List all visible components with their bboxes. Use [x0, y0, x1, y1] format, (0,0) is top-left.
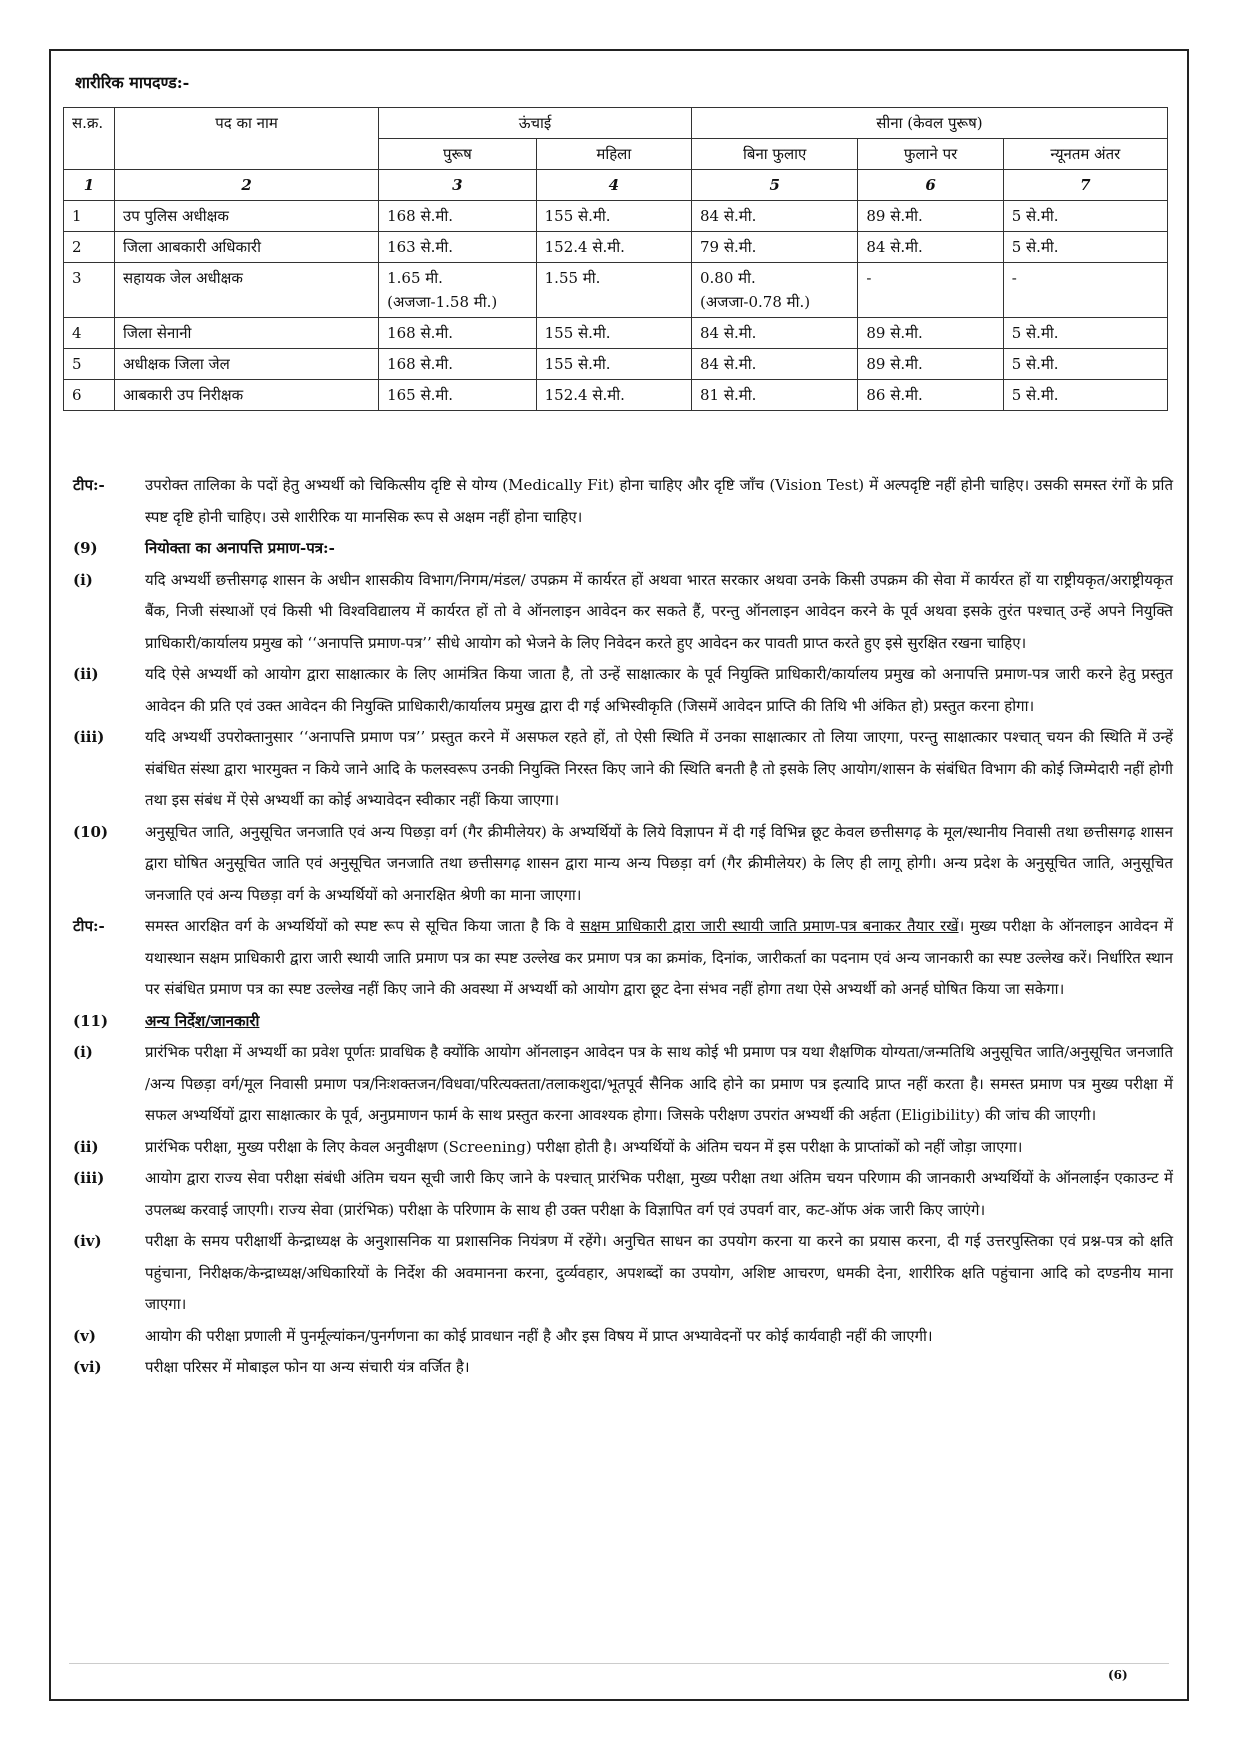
footer-divider: [69, 1663, 1169, 1664]
para-11-iii: [73, 1163, 1173, 1226]
cell: 4: [64, 318, 115, 349]
para-label: (iv): [73, 1232, 102, 1250]
header-height: ऊंचाई: [379, 108, 692, 139]
col-num: 2: [115, 170, 379, 201]
cell: 5 से.मी.: [1003, 318, 1167, 349]
para-label: (vi): [73, 1358, 102, 1376]
para-text: [145, 911, 1173, 1006]
cell: 165 से.मी.: [379, 380, 537, 411]
cell: 2: [64, 232, 115, 263]
para-9-i: [73, 565, 1173, 660]
para-9-iii: [73, 722, 1173, 817]
document-body: [73, 470, 1173, 1384]
col-num: 4: [536, 170, 691, 201]
cell: 86 से.मी.: [858, 380, 1003, 411]
table-row: [64, 232, 1168, 263]
table-row: [64, 349, 1168, 380]
para-9-ii: [73, 659, 1173, 722]
para-text: यदि अभ्यर्थी छत्तीसगढ़ शासन के अधीन शासकीय विभाग/निगम/मंडल/ उपक्रम में कार्यरत हों अथवा भारत सरकार अथवा उनके किसी उपक्रम की सेवा में कार्यरत हों या राष्ट्रीयकृत/अराष्ट्रीयकृत बैंक, निजी संस्थाओं एवं किसी भी विश्वविद्यालय में कार्यरत हों तो वे ऑनलाइन आवेदन कर सकते हैं, परन्तु ऑनलाइन आवेदन करने के पूर्व अथवा इसके तुरंत पश्चात् उन्हें अपने नियुक्ति प्राधिकारी/कार्यालय प्रमुख को ‘‘अनापत्ति प्रमाण-पत्र’’ सीधे आयोग को भेजने के लिए निवेदन करते हुए आवेदन कर पावती प्राप्त करते हुए इसे सुरक्षित रखना चाहिए।: [145, 570, 1173, 652]
para-label: टीप:-: [73, 476, 105, 494]
col-num: 1: [64, 170, 115, 201]
header-min-diff: न्यूनतम अंतर: [1003, 139, 1167, 170]
physical-standards-table: [63, 107, 1168, 411]
cell: 5: [64, 349, 115, 380]
para-text: प्रारंभिक परीक्षा में अभ्यर्थी का प्रवेश पूर्णतः प्रावधिक है क्योंकि आयोग ऑनलाइन आवेदन पत्र के साथ कोई भी प्रमाण पत्र यथा शैक्षणिक योग्यता/जन्मतिथि अनुसूचित जाति/अनुसूचित जनजाति /अन्य पिछड़ा वर्ग/मूल निवासी प्रमाण पत्र/निःशक्तजन/विधवा/परित्यक्तता/तलाकशुदा/भूतपूर्व सैनिक आदि होने का प्रमाण पत्र इत्यादि प्राप्त नहीं करता है। समस्त प्रमाण पत्र मुख्य परीक्षा में सफल अभ्यर्थियों द्वारा साक्षात्कार के पूर्व, अनुप्रमाणन फार्म के साथ प्रस्तुत करना आवश्यक होगा। जिसके परीक्षण उपरांत अभ्यर्थी की अर्हता (Eligibility) की जांच की जाएगी।: [145, 1043, 1173, 1124]
para-label: (i): [73, 570, 93, 589]
cell: 155 से.मी.: [536, 349, 691, 380]
para-text: परीक्षा परिसर में मोबाइल फोन या अन्य संचारी यंत्र वर्जित है।: [145, 1358, 470, 1376]
table-row: [64, 263, 1168, 318]
para-text: परीक्षा के समय परीक्षार्थी केन्द्राध्यक्ष के अनुशासनिक या प्रशासनिक नियंत्रण में रहेंगे। अनुचित साधन का उपयोग करना या करने का प्रयास करना, दी गई उत्तरपुस्तिका एवं प्रश्न-पत्र को क्षति पहुंचाना, निरीक्षक/केन्द्राध्यक्ष/अधिकारियों के निर्देश की अवमानना करना, दुर्व्यवहार, अपशब्दों का उपयोग, अशिष्ट आचरण, धमकी देना, शारीरिक क्षति पहुंचाना आदि को दण्डनीय माना जाएगा।: [145, 1232, 1173, 1313]
cell: 168 से.मी.: [379, 349, 537, 380]
cell: [379, 263, 537, 318]
page-number: (6): [1108, 1668, 1128, 1682]
table-row: [64, 318, 1168, 349]
header-chest: सीना (केवल पुरूष): [691, 108, 1167, 139]
para-label: (iii): [73, 1169, 105, 1187]
para-label: (v): [73, 1326, 96, 1345]
cell: 84 से.मी.: [691, 201, 857, 232]
header-sr: स.क्र.: [64, 108, 115, 170]
para-text: यदि अभ्यर्थी उपरोक्तानुसार ‘‘अनापत्ति प्रमाण पत्र’’ प्रस्तुत करने में असफल रहते हों, तो ऐसी स्थिति में उनका साक्षात्कार तो लिया जाएगा, परन्तु साक्षात्कार पश्चात् चयन की स्थिति में उन्हें संबंधित संस्था द्वारा भारमुक्त न किये जाने आदि के फलस्वरूप उनकी नियुक्ति निरस्त किए जाने की स्थिति बनती है तो इसके लिए आयोग/शासन के संबंधित विभाग की कोई जिम्मेदारी नहीं होगी तथा इस संबंध में ऐसे अभ्यर्थी का कोई अभ्यावेदन स्वीकार नहीं किया जाएगा।: [145, 728, 1173, 809]
para-11-ii: [73, 1132, 1173, 1164]
para-11-i: [73, 1037, 1173, 1132]
para-label: (9): [73, 539, 98, 557]
para-11-v: [73, 1321, 1173, 1353]
cell: जिला सेनानी: [115, 318, 379, 349]
cell-value: 1.65 मी.: [387, 269, 443, 287]
column-number-row: [64, 170, 1168, 201]
underlined-text: सक्षम प्राधिकारी द्वारा जारी स्थायी जाति प्रमाण-पत्र बनाकर तैयार रखें: [580, 917, 959, 935]
cell: -: [1003, 263, 1167, 318]
cell: 5 से.मी.: [1003, 201, 1167, 232]
col-num: 7: [1003, 170, 1167, 201]
note-medical: [73, 470, 1173, 533]
cell: [691, 263, 857, 318]
para-label: (11): [73, 1011, 109, 1030]
table-row: [64, 380, 1168, 411]
cell: 3: [64, 263, 115, 318]
cell: 152.4 से.मी.: [536, 380, 691, 411]
cell: -: [858, 263, 1003, 318]
cell: 6: [64, 380, 115, 411]
para-10: [73, 817, 1173, 912]
para-label: (i): [73, 1043, 93, 1061]
section-11-heading: [73, 1006, 1173, 1038]
para-label: (ii): [73, 665, 99, 683]
cell: आबकारी उप निरीक्षक: [115, 380, 379, 411]
para-label: (iii): [73, 728, 105, 746]
cell: 5 से.मी.: [1003, 232, 1167, 263]
cell: 89 से.मी.: [858, 201, 1003, 232]
table-row: [64, 201, 1168, 232]
header-post: पद का नाम: [115, 108, 379, 170]
para-text: प्रारंभिक परीक्षा, मुख्य परीक्षा के लिए केवल अनुवीक्षण (Screening) परीक्षा होती है। अभ्यर्थियों के अंतिम चयन में इस परीक्षा के प्राप्तांकों को नहीं जोड़ा जाएगा।: [145, 1137, 1023, 1156]
para-text: आयोग द्वारा राज्य सेवा परीक्षा संबंधी अंतिम चयन सूची जारी किए जाने के पश्चात् प्रारंभिक परीक्षा, मुख्य परीक्षा तथा अंतिम चयन परिणाम की जानकारी अभ्यर्थियों के ऑनलाईन एकाउन्ट में उपलब्ध करवाई जाएगी। राज्य सेवा (प्रारंभिक) परीक्षा के परिणाम के साथ ही उक्त परीक्षा के विज्ञापित वर्ग एवं उपवर्ग वार, कट-ऑफ अंक जारी किए जाएंगे।: [145, 1169, 1173, 1219]
para-text: आयोग की परीक्षा प्रणाली में पुनर्मूल्यांकन/पुनर्गणना का कोई प्रावधान नहीं है और इस विषय में प्राप्त अभ्यावेदनों पर कोई कार्यवाही नहीं की जाएगी।: [145, 1326, 933, 1345]
cell: जिला आबकारी अधिकारी: [115, 232, 379, 263]
cell: सहायक जेल अधीक्षक: [115, 263, 379, 318]
section-9-heading: [73, 533, 1173, 565]
cell: 155 से.मी.: [536, 318, 691, 349]
cell: 168 से.मी.: [379, 201, 537, 232]
note-caste-certificate: [73, 911, 1173, 1006]
para-text: अनुसूचित जाति, अनुसूचित जनजाति एवं अन्य पिछड़ा वर्ग (गैर क्रीमीलेयर) के अभ्यर्थियों के लिये विज्ञापन में दी गई विभिन्न छूट केवल छत्तीसगढ़ के मूल/स्थानीय निवासी तथा छत्तीसगढ़ शासन द्वारा घोषित अनुसूचित जाति एवं अनुसूचित जनजाति तथा छत्तीसगढ़ शासन द्वारा मान्य अन्य पिछड़ा वर्ग (गैर क्रीमीलेयर) के लिए ही लागू होगी। अन्य प्रदेश के अनुसूचित जाति, अनुसूचित जनजाति एवं अन्य पिछड़ा वर्ग के अभ्यर्थियों को अनारक्षित श्रेणी का माना जाएगा।: [145, 822, 1173, 904]
para-label: (ii): [73, 1137, 99, 1156]
cell-subvalue: (अजजा-0.78 मी.): [699, 293, 811, 311]
section-heading: शारीरिक मापदण्ड:-: [75, 73, 190, 92]
para-text-part: समस्त आरक्षित वर्ग के अभ्यर्थियों को स्पष्ट रूप से सूचित किया जाता है कि वे: [145, 917, 581, 935]
cell: 5 से.मी.: [1003, 349, 1167, 380]
cell: 168 से.मी.: [379, 318, 537, 349]
para-text: यदि ऐसे अभ्यर्थी को आयोग द्वारा साक्षात्कार के लिए आमंत्रित किया जाता है, तो उन्हें साक्षात्कार के पूर्व नियुक्ति प्राधिकारी/कार्यालय प्रमुख को अनापत्ति प्रमाण-पत्र जारी करने हेतु प्रस्तुत आवेदन की प्रति एवं उक्त आवेदन की नियुक्ति प्राधिकारी/कार्यालय प्रमुख द्वारा दी गई अभिस्वीकृति (जिसमें आवेदन प्राप्ति की तिथि भी अंकित हो) प्रस्तुत करना होगा।: [145, 665, 1173, 715]
cell: 79 से.मी.: [691, 232, 857, 263]
cell: 89 से.मी.: [858, 318, 1003, 349]
col-num: 5: [691, 170, 857, 201]
para-text-part: । मुख्य परीक्षा के ऑनलाइन आवेदन में यथास्थान सक्षम प्राधिकारी द्वारा जारी स्थायी जाति प्रमाण पत्र का स्पष्ट उल्लेख कर प्रमाण पत्र का क्रमांक, दिनांक, जारीकर्ता का पदनाम एवं अन्य जानकारी का स्पष्ट उल्लेख करें। निर्धारित स्थान पर संबंधित प्रमाण पत्र का स्पष्ट उल्लेख नहीं किए जाने की अवस्था में अभ्यर्थी को आयोग द्वारा छूट देना संभव नहीं होगा तथा ऐसे अभ्यर्थी को अनर्ह घोषित किया जा सकेगा।: [145, 917, 1173, 998]
cell: 84 से.मी.: [691, 349, 857, 380]
para-text: अन्य निर्देश/जानकारी: [145, 1011, 260, 1030]
header-female: महिला: [536, 139, 691, 170]
cell-value: 0.80 मी.: [699, 269, 756, 287]
header-unexpanded: बिना फुलाए: [691, 139, 857, 170]
cell: 155 से.मी.: [536, 201, 691, 232]
para-text: उपरोक्त तालिका के पदों हेतु अभ्यर्थी को चिकित्सीय दृष्टि से योग्य (Medically Fit) होना चाहिए और दृष्टि जाँच (Vision Test) में अल्पदृष्टि नहीं होनी चाहिए। उसकी समस्त रंगों के प्रति स्पष्ट दृष्टि होनी चाहिए। उसे शारीरिक या मानसिक रूप से अक्षम नहीं होना चाहिए।: [145, 476, 1173, 526]
cell-subvalue: (अजजा-1.58 मी.): [387, 293, 498, 311]
cell: 5 से.मी.: [1003, 380, 1167, 411]
cell: उप पुलिस अधीक्षक: [115, 201, 379, 232]
cell: 1.55 मी.: [536, 263, 691, 318]
cell: 84 से.मी.: [858, 232, 1003, 263]
para-text: नियोक्ता का अनापत्ति प्रमाण-पत्र:-: [145, 539, 335, 557]
header-male: पुरूष: [379, 139, 537, 170]
para-label: टीप:-: [73, 917, 105, 935]
cell: अधीक्षक जिला जेल: [115, 349, 379, 380]
cell: 1: [64, 201, 115, 232]
col-num: 6: [858, 170, 1003, 201]
cell: 84 से.मी.: [691, 318, 857, 349]
cell: 89 से.मी.: [858, 349, 1003, 380]
para-label: (10): [73, 822, 109, 841]
header-expanded: फुलाने पर: [858, 139, 1003, 170]
cell: 152.4 से.मी.: [536, 232, 691, 263]
para-11-vi: [73, 1352, 1173, 1384]
para-11-iv: [73, 1226, 1173, 1321]
col-num: 3: [379, 170, 537, 201]
cell: 163 से.मी.: [379, 232, 537, 263]
cell: 81 से.मी.: [691, 380, 857, 411]
